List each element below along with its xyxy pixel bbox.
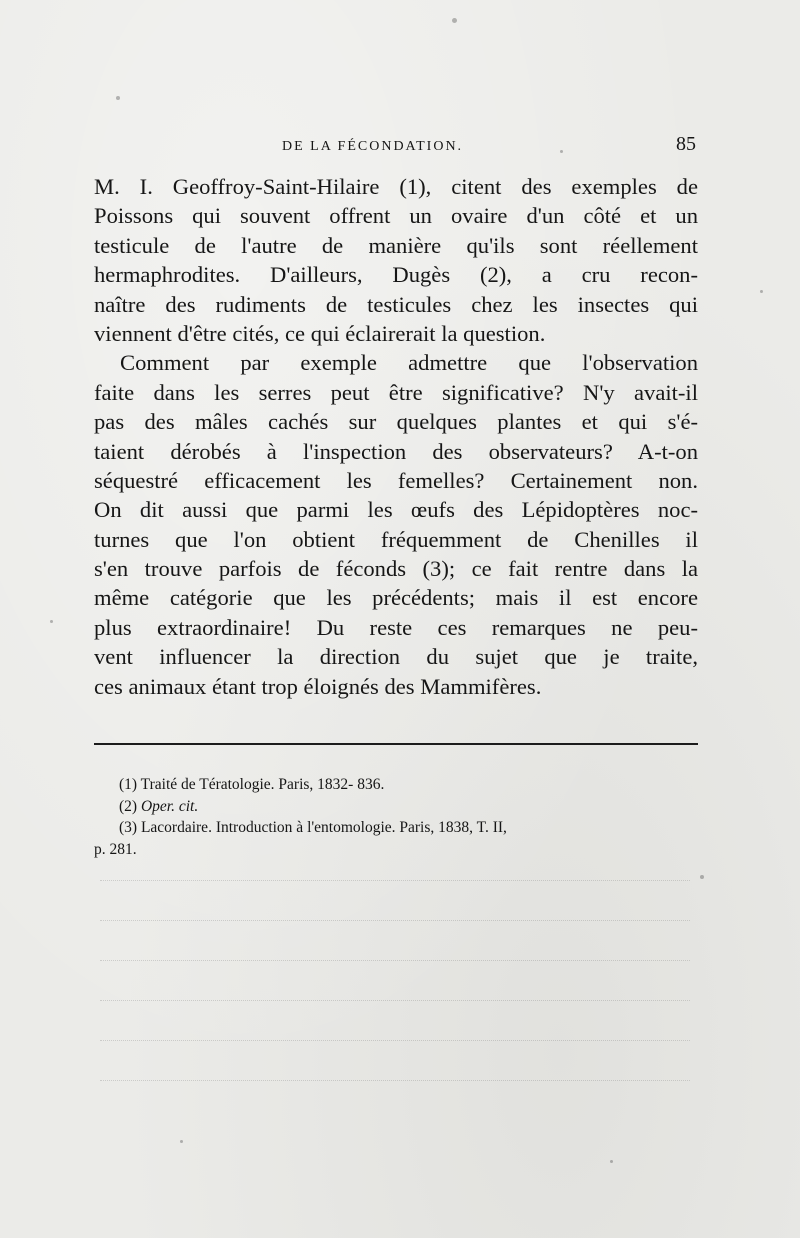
footnote-2-marker: (2) — [119, 797, 138, 815]
text-line: faite dans les serres peut être significative? N'y avait-il — [94, 379, 698, 405]
text-line: s'en trouve parfois de féconds (3); ce fait rentre dans la — [94, 556, 698, 582]
text-line: turnes que l'on obtient fréquemment de Chenilles il — [94, 526, 698, 552]
text-line: taient dérobés à l'inspection des observateurs? A-t-on — [94, 438, 698, 464]
show-through — [100, 880, 690, 903]
text-line: ces animaux étant trop éloignés des Mammifères. — [94, 673, 542, 699]
paper-speck — [700, 875, 704, 879]
text-line: hermaphrodites. D'ailleurs, Dugès (2), a cru recon- — [94, 262, 698, 288]
text-line: même catégorie que les précédents; mais il est encore — [94, 585, 698, 611]
paper-speck — [610, 1160, 613, 1163]
paper-speck — [180, 1140, 183, 1143]
text-line: testicule de l'autre de manière qu'ils sont réellement — [94, 232, 698, 258]
running-title: DE LA FÉCONDATION. — [282, 139, 464, 154]
footnote-2 — [94, 796, 698, 818]
text-line: viennent d'être cités, ce qui éclairerait la question. — [94, 320, 546, 346]
text-line: pas des mâles cachés sur quelques plantes et qui s'é- — [94, 409, 698, 435]
footnotes — [94, 774, 698, 860]
footnote-3: (3) Lacordaire. Introduction à l'entomologie. Paris, 1838, T. II, — [119, 819, 507, 836]
text-line: plus extraordinaire! Du reste ces remarques ne peu- — [94, 614, 698, 640]
footnote-2-text: Oper. cit. — [140, 797, 199, 815]
show-through — [100, 920, 690, 943]
text-line: On dit aussi que parmi les œufs des Lépidoptères noc- — [94, 497, 698, 523]
text-line: M. I. Geoffroy-Saint-Hilaire (1), citent des exemples de — [94, 174, 698, 199]
paper-speck — [760, 290, 763, 293]
text-line: Comment par exemple admettre que l'observation — [120, 350, 698, 376]
text-line: naître des rudiments de testicules chez les insectes qui — [94, 291, 698, 317]
paper-speck — [116, 96, 120, 100]
footnote-rule — [94, 743, 698, 745]
running-head — [94, 133, 698, 163]
text-line: séquestré efficacement les femelles? Certainement non. — [94, 467, 698, 493]
show-through — [100, 1000, 690, 1023]
page-number: 85 — [676, 133, 696, 155]
show-through — [100, 1080, 690, 1103]
text-line: vent influencer la direction du sujet que je traite, — [94, 644, 698, 670]
paper-speck — [50, 620, 53, 623]
show-through — [100, 960, 690, 983]
footnote-1: (1) Traité de Tératologie. Paris, 1832- 836. — [119, 776, 385, 793]
body-text — [94, 172, 698, 701]
footnote-3-continued: p. 281. — [94, 840, 137, 858]
show-through — [100, 1040, 690, 1063]
text-line: Poissons qui souvent offrent un ovaire d'un côté et un — [94, 203, 698, 229]
paper-speck — [452, 18, 457, 23]
